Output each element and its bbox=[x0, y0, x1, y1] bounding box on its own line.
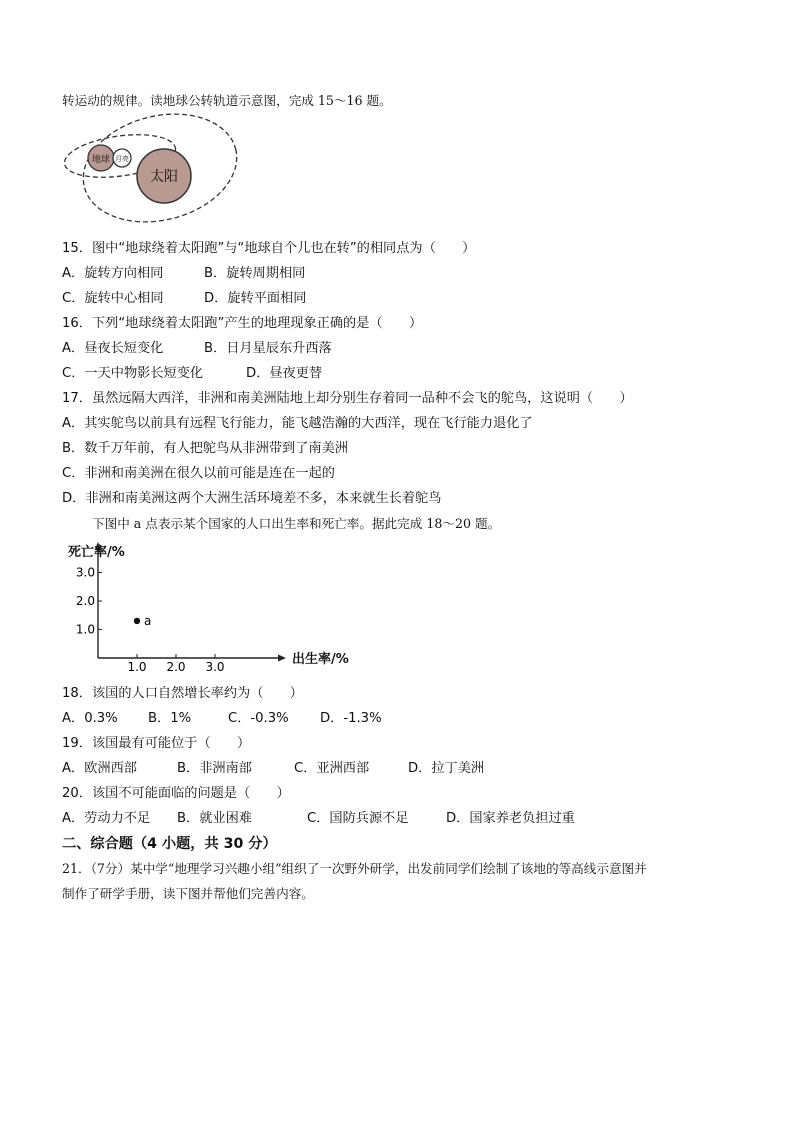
x-tick-label: 2.0 bbox=[166, 660, 186, 674]
sun-label: 太阳 bbox=[150, 169, 178, 185]
q15-options-row1 bbox=[62, 265, 305, 283]
q20-options bbox=[62, 810, 575, 828]
q16-option-a: A．昼夜长短变化 bbox=[62, 341, 164, 356]
x-tick-label: 3.0 bbox=[205, 660, 225, 674]
orbit-diagram bbox=[58, 112, 248, 234]
q16-option-c: C．一天中物影长短变化 bbox=[62, 366, 204, 381]
q20-option-c: C．国防兵源不足 bbox=[307, 811, 409, 826]
q20-stem: 20．该国不可能面临的问题是（ ） bbox=[62, 786, 290, 801]
chart-intro: 下图中 a 点表示某个国家的人口出生率和死亡率。据此完成 18～20 题。 bbox=[92, 516, 501, 531]
q18-option-a: A．0.3% bbox=[62, 711, 118, 726]
q17-stem: 17．虽然远隔大西洋，非洲和南美洲陆地上却分别生存着同一品种不会飞的鸵鸟，这说明（ ） bbox=[62, 391, 633, 406]
y-tick-label: 3.0 bbox=[75, 565, 95, 580]
q17-option-d: D．非洲和南美洲这两个大洲生活环境差不多，本来就生长着鸵鸟 bbox=[62, 491, 442, 506]
q15-option-b: B．旋转周期相同 bbox=[204, 266, 306, 281]
q20-option-a: A．劳动力不足 bbox=[62, 811, 151, 826]
birth-death-rate-chart bbox=[62, 536, 372, 676]
q21-line2: 制作了研学手册，读下图并帮他们完善内容。 bbox=[62, 886, 314, 901]
q15-stem: 15．图中“地球绕着太阳跑”与“地球自个儿也在转”的相同点为（ ） bbox=[62, 241, 476, 256]
intro-text: 转运动的规律。读地球公转轨道示意图，完成 15～16 题。 bbox=[62, 93, 392, 108]
section2-title: 二、综合题（4 小题，共 30 分） bbox=[62, 836, 277, 852]
q19-stem: 19．该国最有可能位于（ ） bbox=[62, 736, 251, 751]
q17-option-c: C．非洲和南美洲在很久以前可能是连在一起的 bbox=[62, 466, 335, 481]
q15-option-d: D．旋转平面相同 bbox=[204, 291, 307, 306]
y-axis-label: 死亡率/% bbox=[68, 545, 125, 560]
q18-option-b: B．1% bbox=[148, 711, 192, 726]
q17-option-b: B．数千万年前，有人把鸵鸟从非洲带到了南美洲 bbox=[62, 441, 348, 456]
x-tick-label: 1.0 bbox=[127, 660, 147, 674]
q20-option-d: D．国家养老负担过重 bbox=[446, 811, 575, 826]
y-tick-label: 2.0 bbox=[75, 594, 95, 608]
y-tick-label: 1.0 bbox=[75, 622, 95, 637]
q16-option-d: D．昼夜更替 bbox=[246, 366, 323, 381]
q15-option-c: C．旋转中心相同 bbox=[62, 291, 164, 306]
q18-stem: 18．该国的人口自然增长率约为（ ） bbox=[62, 686, 303, 701]
q19-option-d: D．拉丁美洲 bbox=[408, 761, 485, 776]
q16-options-row2 bbox=[62, 365, 322, 383]
q16-options-row1 bbox=[62, 340, 332, 358]
x-axis-label: 出生率/% bbox=[292, 652, 349, 667]
q15-option-a: A．旋转方向相同 bbox=[62, 266, 164, 281]
q16-option-b: B．日月星辰东升西落 bbox=[204, 341, 332, 356]
earth-label: 地球 bbox=[91, 155, 111, 165]
data-point-label: a bbox=[144, 613, 152, 628]
q19-option-b: B．非洲南部 bbox=[177, 761, 252, 776]
q19-options bbox=[62, 760, 484, 778]
q16-stem: 16．下列“地球绕着太阳跑”产生的地理现象正确的是（ ） bbox=[62, 316, 423, 331]
q19-option-c: C．亚洲西部 bbox=[294, 761, 370, 776]
data-point-a bbox=[134, 618, 140, 624]
moon-label: 月亮 bbox=[115, 155, 129, 163]
q21-line1: 21．（7分）某中学“地理学习兴趣小组”组织了一次野外研学，出发前同学们绘制了该地的等高线示意图并 bbox=[62, 861, 647, 876]
q19-option-a: A．欧洲西部 bbox=[62, 761, 137, 776]
q18-option-c: C．-0.3% bbox=[228, 711, 289, 726]
x-axis-arrow bbox=[278, 655, 286, 662]
q20-option-b: B．就业困难 bbox=[177, 811, 252, 826]
q15-options-row2 bbox=[62, 290, 306, 308]
q18-options bbox=[62, 710, 382, 728]
q18-option-d: D．-1.3% bbox=[320, 711, 382, 726]
q17-option-a: A．其实鸵鸟以前具有远程飞行能力，能飞越浩瀚的大西洋，现在飞行能力退化了 bbox=[62, 416, 533, 431]
